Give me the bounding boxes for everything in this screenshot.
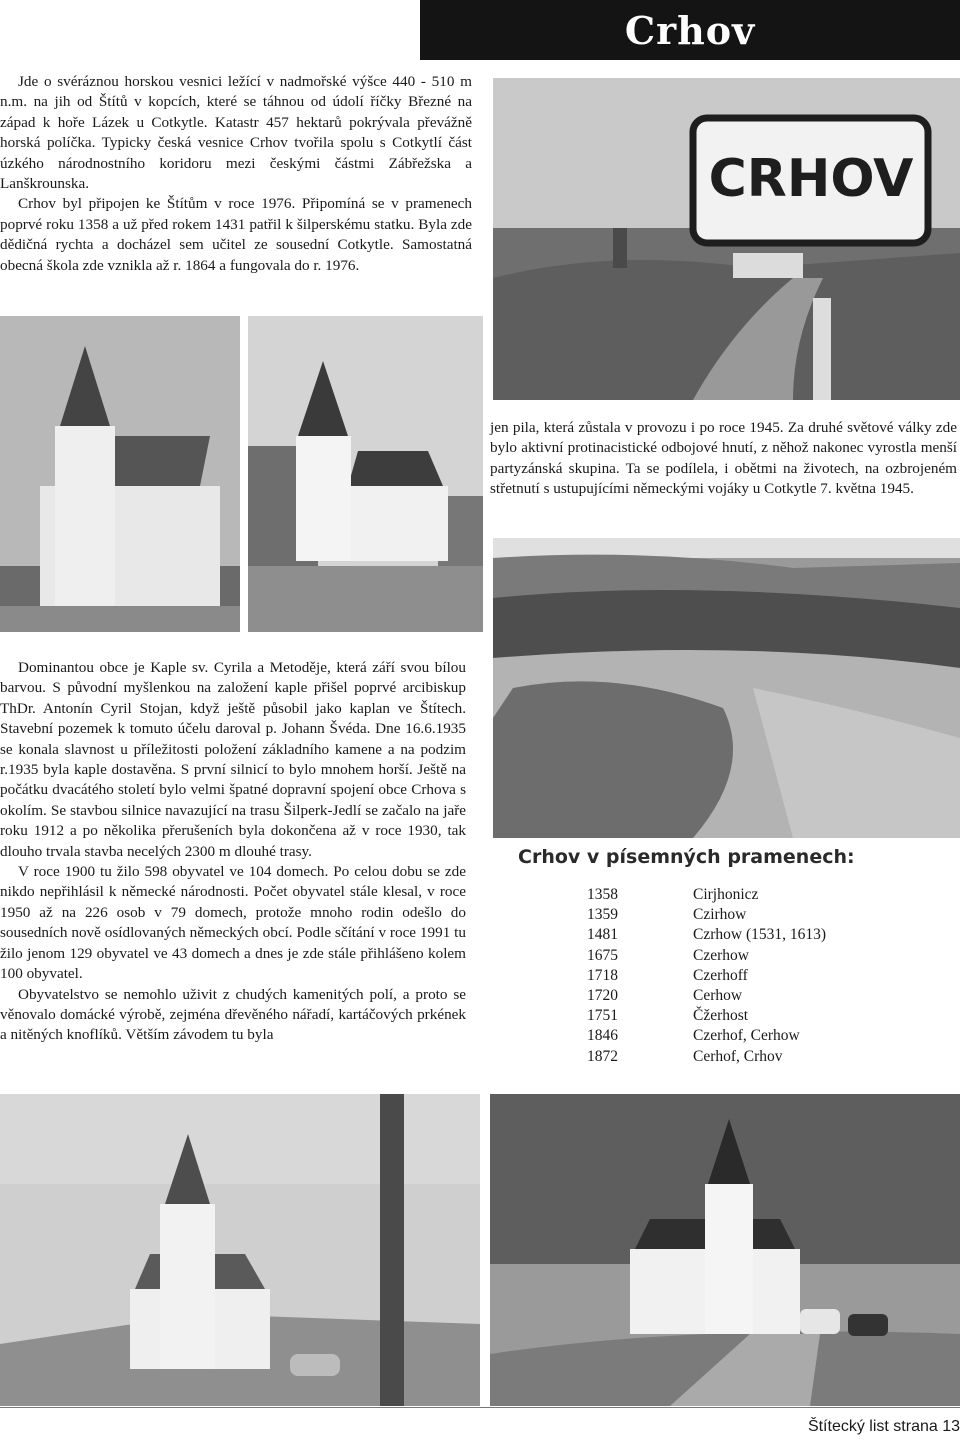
intro-text-block bbox=[0, 72, 472, 276]
sources-row bbox=[587, 886, 826, 906]
source-name: Czerhow bbox=[693, 946, 749, 964]
source-name: Czrhow (1531, 1613) bbox=[693, 926, 827, 944]
source-name: Czerhoff bbox=[693, 966, 748, 984]
chapel-modern-photo bbox=[490, 1094, 960, 1406]
source-year: 1720 bbox=[587, 986, 618, 1004]
source-name: Czerhof, Cerhow bbox=[693, 1027, 800, 1045]
war-text-block bbox=[490, 418, 957, 500]
intro-paragraph-1: Jde o svéráznou horskou vesnici ležící v nadmořské výšce 440 - 510 m n.m. na jih od Štítů v kopcích, které se táhnou od údolí říčky Březné na západ k hoře Lázek u Cotkytle. Katastr 457 hektarů pokrývala převážně horská políčka. Typicky česká vesnice Crhov tvořila spolu s Cotkytlí část úzkého národnostního koridoru mezi českými částmi Zábřežska a Lanškrounska. bbox=[0, 73, 472, 193]
sources-section bbox=[518, 846, 948, 868]
source-year: 1358 bbox=[587, 886, 618, 903]
page-footer: Štítecký list strana 13 bbox=[807, 1418, 960, 1435]
source-name: Čžerhost bbox=[693, 1007, 749, 1025]
sources-row bbox=[587, 1007, 826, 1027]
history-paragraph-2: V roce 1900 tu žilo 598 obyvatel ve 104 domech. Po celou dobu se zde nikdo nepřihlásil k německé národnosti. Počet obyvatel stále klesal, v roce 1950 až na 226 osob v 79 domech, protože mnoho rodin odešlo do sousedních nově osídlovaných německých obcí. Podle sčítání v roce 1991 tu žilo jenom 129 obyvatel ve 43 domech a dnes je zde stále přihlášeno kolem 100 obyvatel. bbox=[0, 863, 466, 983]
source-year: 1718 bbox=[587, 966, 618, 984]
sources-row bbox=[587, 987, 826, 1007]
history-text-block bbox=[0, 658, 466, 1046]
page-title: Crhov bbox=[420, 0, 960, 60]
sources-row bbox=[587, 967, 826, 987]
sources-row bbox=[587, 906, 826, 926]
source-year: 1872 bbox=[587, 1047, 618, 1065]
source-year: 1846 bbox=[587, 1027, 618, 1045]
sources-row bbox=[587, 1048, 826, 1068]
source-year: 1481 bbox=[587, 926, 618, 944]
history-paragraph-1: Dominantou obce je Kaple sv. Cyrila a Metoděje, která září svou bílou barvou. S původní myšlenkou na založení kaple přišel poprvé arcibiskup ThDr. Antonín Cyril Stojan, když ještě působil jako kaplan ve Štítech. Stavební pozemek k tomuto účelu daroval p. Johann Švéda. Dne 16.6.1935 se konala slavnost u příležitosti položení základního kamene a na podzim r.1935 byla kaple dostavěna. S první silnicí to bylo mnohem horší. Ještě na počátku dvacátého století bylo velmi špatné dopravní spojení obce Crhova s okolím. Se stavbou silnice navazující na trasu Šilperk-Jedlí se začalo na jaře roku 1912 a po několika přerušeních byla dokončena až v roce 1930, tak dlouho trvala stavba necelých 2300 m dlouhé trasy. bbox=[0, 659, 466, 860]
source-year: 1359 bbox=[587, 906, 618, 924]
war-paragraph: jen pila, která zůstala v provozu i po roce 1945. Za druhé světové války zde bylo aktivní protinacistické odbojové hnutí, z něhož nakonec vyrostla menší partyzánská skupina. Ta se podílela, i obětmi na životech, na ozbrojeném střetnutí s ustupujícími německými vojáky u Cotkytle 7. května 1945. bbox=[490, 419, 957, 498]
chapel-old-car-photo bbox=[0, 1094, 480, 1406]
source-name: Cirjhonicz bbox=[693, 886, 759, 903]
intro-paragraph-2: Crhov byl připojen ke Štítům v roce 1976. Připomíná se v pramenech poprvé roku 1358 a už před rokem 1431 patřil k šilperskému statku. Byla zde dědičná rychta a docházel sem učitel ze sousední Cotkytle. Samostatná obecná škola zde vznikla až r. 1864 a fungovala do r. 1976. bbox=[0, 195, 472, 274]
sources-row bbox=[587, 926, 826, 946]
sources-table-wrap bbox=[587, 886, 826, 1068]
source-name: Czirhow bbox=[693, 906, 747, 924]
source-year: 1675 bbox=[587, 946, 618, 964]
source-name: Cerhof, Crhov bbox=[693, 1047, 783, 1065]
sign-text: CRHOV bbox=[708, 149, 914, 209]
source-year: 1751 bbox=[587, 1007, 618, 1025]
sources-row bbox=[587, 1027, 826, 1047]
sources-heading: Crhov v písemných pramenech: bbox=[518, 846, 855, 868]
aerial-village-photo bbox=[493, 538, 960, 838]
chapel-summer-photo bbox=[248, 316, 483, 632]
sources-row bbox=[587, 947, 826, 967]
old-chapel-photo bbox=[0, 316, 240, 632]
road-sign-photo bbox=[493, 78, 960, 400]
history-paragraph-3: Obyvatelstvo se nemohlo uživit z chudých kamenitých polí, a proto se věnovalo domácké výrobě, zejména dřevěného nářadí, kartáčových prkének a nitěných knoflíků. Větším závodem tu byla bbox=[0, 985, 466, 1044]
footer-divider bbox=[0, 1407, 960, 1408]
source-name: Cerhow bbox=[693, 986, 743, 1004]
sources-table bbox=[587, 886, 826, 1068]
